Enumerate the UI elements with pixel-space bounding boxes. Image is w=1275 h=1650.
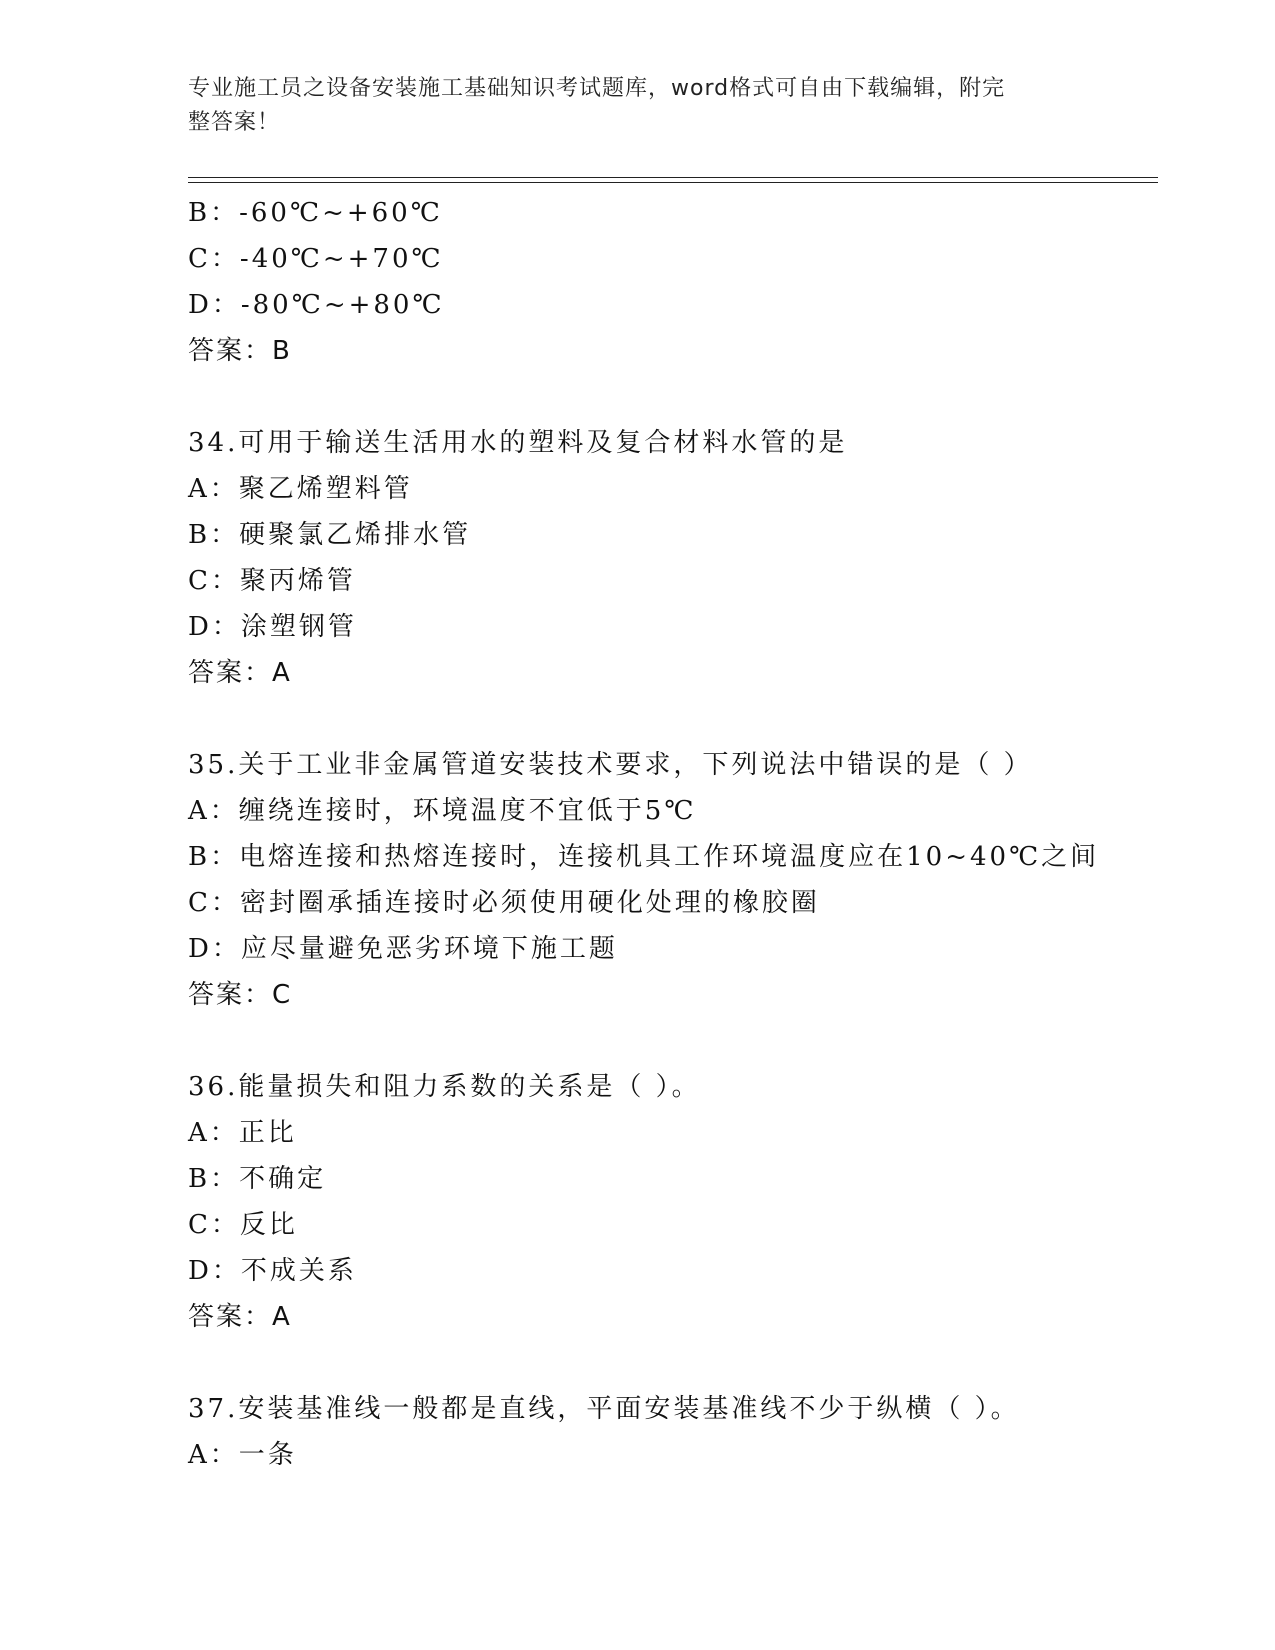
spacer bbox=[188, 374, 1148, 420]
question-stem: 37.安装基准线一般都是直线，平面安装基准线不少于纵横（ ）。 bbox=[188, 1394, 1020, 1424]
question-33-continuation bbox=[188, 190, 1148, 374]
option-b bbox=[188, 834, 1148, 880]
question-stem: 36.能量损失和阻力系数的关系是（ ）。 bbox=[188, 1072, 701, 1102]
option-label: C： bbox=[188, 1210, 240, 1240]
option-d bbox=[188, 604, 1148, 650]
question-stem: 35.关于工业非金属管道安装技术要求，下列说法中错误的是（ ） bbox=[188, 750, 1033, 780]
option-text: 应尽量避免恶劣环境下施工题 bbox=[240, 934, 618, 964]
option-label: D： bbox=[188, 934, 241, 964]
option-a bbox=[188, 788, 1148, 834]
question-37 bbox=[188, 1386, 1148, 1478]
option-text: -40℃~+70℃ bbox=[239, 244, 444, 274]
option-b bbox=[188, 512, 1148, 558]
spacer bbox=[188, 696, 1148, 742]
option-text: 涂塑钢管 bbox=[240, 612, 357, 642]
option-label: C： bbox=[188, 888, 240, 918]
option-label: A： bbox=[188, 474, 239, 504]
question-36 bbox=[188, 1064, 1148, 1340]
header-line-2: 整答案！ bbox=[188, 110, 281, 135]
option-b bbox=[188, 1156, 1148, 1202]
option-label: C： bbox=[188, 244, 240, 274]
option-c bbox=[188, 1202, 1148, 1248]
question-34 bbox=[188, 420, 1148, 696]
option-a bbox=[188, 1110, 1148, 1156]
option-text: -80℃~+80℃ bbox=[240, 290, 445, 320]
option-text: 不确定 bbox=[239, 1164, 327, 1194]
option-text: 聚丙烯管 bbox=[239, 566, 356, 596]
option-d bbox=[188, 1248, 1148, 1294]
option-label: D： bbox=[188, 290, 241, 320]
header-divider-top bbox=[188, 177, 1158, 178]
option-text: 硬聚氯乙烯排水管 bbox=[239, 520, 472, 550]
question-stem: 34.可用于输送生活用水的塑料及复合材料水管的是 bbox=[188, 428, 848, 458]
question-list bbox=[188, 190, 1148, 1478]
spacer bbox=[188, 1018, 1148, 1064]
option-label: B： bbox=[188, 520, 240, 550]
document-header bbox=[188, 72, 1068, 140]
answer-line: 答案：A bbox=[188, 658, 292, 688]
answer-line: 答案：C bbox=[188, 980, 293, 1010]
option-label: D： bbox=[188, 1256, 241, 1286]
option-text: 反比 bbox=[239, 1210, 298, 1240]
option-text: 正比 bbox=[238, 1118, 297, 1148]
option-text: 缠绕连接时，环境温度不宜低于5℃ bbox=[238, 796, 697, 826]
spacer bbox=[188, 1340, 1148, 1386]
option-d bbox=[188, 282, 1148, 328]
option-c bbox=[188, 236, 1148, 282]
option-label: B： bbox=[188, 1164, 240, 1194]
option-label: B： bbox=[188, 842, 240, 872]
question-35 bbox=[188, 742, 1148, 1018]
option-c bbox=[188, 880, 1148, 926]
option-d bbox=[188, 926, 1148, 972]
option-text: 密封圈承插连接时必须使用硬化处理的橡胶圈 bbox=[239, 888, 820, 918]
header-line-1: 专业施工员之设备安装施工基础知识考试题库，word格式可自由下载编辑，附完 bbox=[188, 76, 1006, 101]
option-label: A： bbox=[188, 1440, 239, 1470]
option-c bbox=[188, 558, 1148, 604]
answer-line: 答案：B bbox=[188, 336, 292, 366]
option-text: 一条 bbox=[238, 1440, 297, 1470]
option-a bbox=[188, 1432, 1148, 1478]
option-text: 电熔连接和热熔连接时，连接机具工作环境温度应在10~40℃之间 bbox=[239, 842, 1100, 872]
option-label: B： bbox=[188, 198, 240, 228]
option-a bbox=[188, 466, 1148, 512]
option-label: D： bbox=[188, 612, 241, 642]
option-label: C： bbox=[188, 566, 240, 596]
option-b bbox=[188, 190, 1148, 236]
option-text: 聚乙烯塑料管 bbox=[238, 474, 413, 504]
answer-line: 答案：A bbox=[188, 1302, 292, 1332]
option-label: A： bbox=[188, 1118, 239, 1148]
option-text: 不成关系 bbox=[240, 1256, 357, 1286]
option-text: -60℃~+60℃ bbox=[239, 198, 443, 228]
option-label: A： bbox=[188, 796, 239, 826]
header-divider-bottom bbox=[188, 182, 1158, 183]
